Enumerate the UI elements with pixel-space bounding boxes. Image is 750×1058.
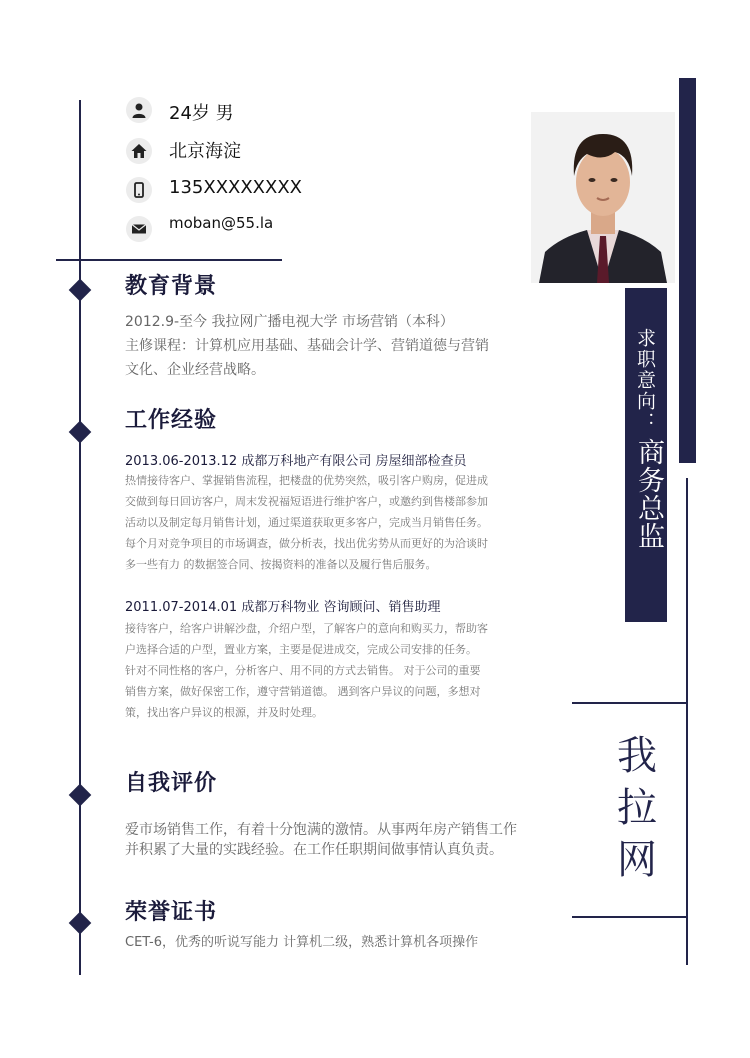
education-line-2: 主修课程：计算机应用基础、基础会计学、营销道德与营销 — [125, 338, 489, 354]
profile-photo — [531, 112, 675, 283]
email-address: moban@55.la — [169, 214, 274, 232]
self-eval-title: 自我评价 — [125, 771, 218, 796]
brand-logo-text — [614, 730, 660, 886]
job-intent-position: 商务总监 — [633, 438, 664, 550]
honors-title: 荣誉证书 — [125, 900, 218, 925]
timeline-line-top — [79, 100, 81, 260]
job-1-line: 每个月对竞争项目的市场调查，做分析表，找出优劣势从而更好的为洽谈时 — [125, 537, 488, 550]
job-1-header: 2013.06-2013.12 成都万科地产有限公司 房屋细部检查员 — [125, 454, 467, 469]
job-2-line: 户选择合适的户型，置业方案，主要是促进成交，完成公司安排的任务。 — [125, 643, 477, 656]
work-title: 工作经验 — [125, 408, 218, 433]
job-2-header: 2011.07-2014.01 成都万科物业 咨询顾问、销售助理 — [125, 600, 441, 615]
brand-line-top — [572, 702, 688, 704]
timeline-diamond-education — [69, 279, 92, 302]
job-intent-box — [625, 288, 667, 622]
job-2-line: 销售方案，做好保密工作，遵守营销道德。 遇到客户异议的问题，多想对 — [125, 685, 481, 698]
education-line-1: 2012.9-至今 我拉网广播电视大学 市场营销（本科） — [125, 314, 454, 330]
honors-line-1: CET-6，优秀的听说写能力 计算机二级，熟悉计算机各项操作 — [125, 935, 479, 950]
phone-number: 135XXXXXXXX — [169, 177, 303, 198]
job-1-description — [125, 470, 515, 575]
portrait-illustration — [531, 112, 675, 283]
timeline-line-main — [79, 261, 81, 975]
education-line-3: 文化、企业经营战略。 — [125, 362, 265, 378]
brand-line-bottom — [572, 916, 688, 918]
home-icon — [126, 138, 152, 164]
timeline-diamond-honors — [69, 912, 92, 935]
phone-icon — [126, 177, 152, 203]
job-1-line: 交做到每日回访客户，周末发祝福短语进行维护客户，或邀约到售楼部参加 — [125, 495, 488, 508]
brand-char: 网 — [617, 837, 657, 883]
mail-icon — [126, 216, 152, 242]
person-icon — [126, 97, 152, 123]
contact-divider — [56, 259, 282, 261]
job-1-line: 热情接待客户、掌握销售流程，把楼盘的优势突然，吸引客户购房，促进成 — [125, 474, 488, 487]
job-2-line: 接待客户，给客户讲解沙盘，介绍户型，了解客户的意向和购买力，帮助客 — [125, 622, 488, 635]
self-eval-line-2: 并积累了大量的实践经验。在工作任职期间做事情认真负责。 — [125, 842, 503, 858]
brand-char: 拉 — [617, 785, 657, 831]
accent-bar-vertical — [679, 78, 696, 463]
job-2-line: 针对不同性格的客户，分析客户、用不同的方式去销售。 对于公司的重要 — [125, 664, 481, 677]
job-1-line: 多一些有力 的数据签合同、按揭资料的准备以及履行售后服务。 — [125, 558, 437, 571]
timeline-diamond-self-eval — [69, 784, 92, 807]
timeline-diamond-work — [69, 421, 92, 444]
job-2-line: 策，找出客户异议的根源，并及时处理。 — [125, 706, 323, 719]
job-1-line: 活动以及制定每月销售计划，通过渠道获取更多客户，完成当月销售任务。 — [125, 516, 488, 529]
education-title: 教育背景 — [125, 274, 218, 299]
age-gender: 24岁 男 — [169, 103, 234, 124]
job-2-description — [125, 618, 515, 723]
self-eval-line-1: 爱市场销售工作，有着十分饱满的激情。从事两年房产销售工作 — [125, 822, 517, 838]
job-intent-label: 求职意向： — [634, 328, 656, 433]
brand-char: 我 — [617, 733, 657, 779]
right-vertical-line — [686, 478, 688, 965]
location: 北京海淀 — [169, 141, 241, 162]
